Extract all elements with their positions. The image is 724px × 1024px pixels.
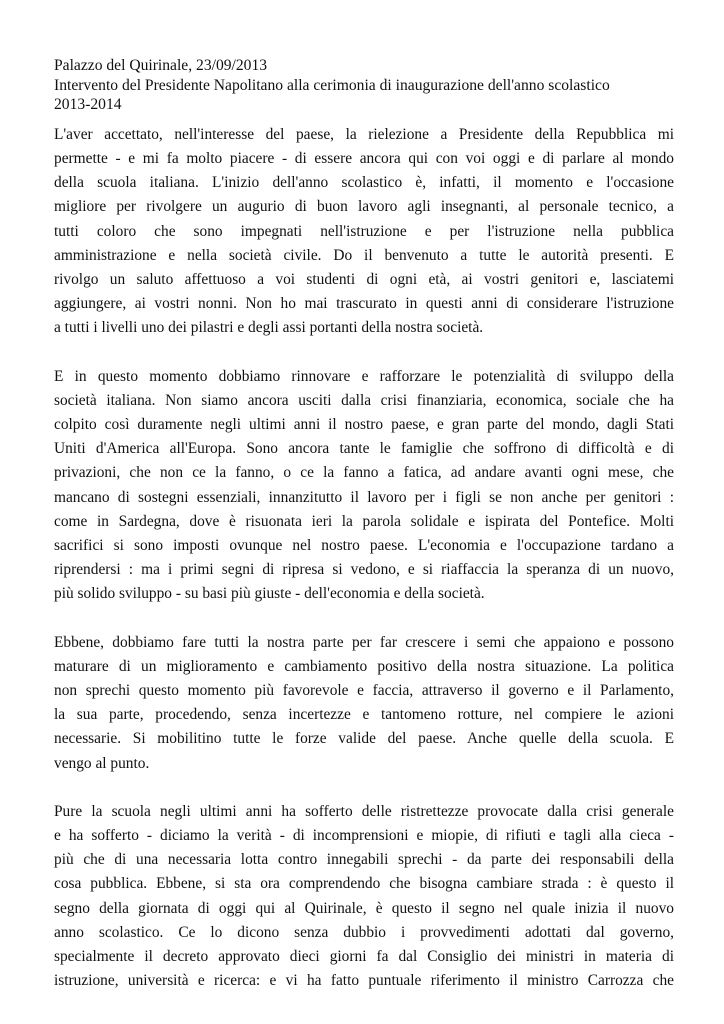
text-line: specialmente il decreto approvato dieci giorni fa dal Consiglio dei ministri in materia di [54, 948, 674, 966]
place-date: Palazzo del Quirinale, 23/09/2013 [54, 57, 268, 74]
text-line: sacrifici si sono imposti ovunque nel nostro paese. L'economia e l'occupazione tardano a [54, 537, 674, 555]
text-line: rivolgo un saluto affettuoso a voi studenti di ogni età, ai vostri genitori e, lasciatemi [54, 271, 674, 288]
text-line: Uniti d'America all'Europa. Sono ancora tante le famiglie che soffrono di difficoltà e di [54, 440, 674, 458]
document-page [54, 56, 674, 1017]
document-header [54, 56, 674, 115]
text-line: L'aver accettato, nell'interesse del paese, la rielezione a Presidente della Repubblica mi [54, 125, 674, 143]
text-line: segno della giornata di oggi qui al Quirinale, è questo il segno nel quale inizia il nuovo [54, 899, 674, 917]
text-line: non sprechi questo momento più favorevole e faccia, attraverso il governo e il Parlamento, [54, 682, 674, 700]
text-line: maturare di un miglioramento e cambiamento positivo della nostra situazione. La politica [54, 657, 674, 675]
text-line: colpito così duramente negli ultimi anni il nostro paese, e gran parte del mondo, dagli Stati [54, 416, 674, 434]
text-line: la sua parte, procedendo, senza incertezze e tantomeno rotture, nel compiere le azioni [54, 706, 674, 724]
text-line: privazioni, che non ce la fanno, o ce la fanno a fatica, ad andare avanti ogni mese, che [54, 464, 674, 482]
text-line: Pure la scuola negli ultimi anni ha sofferto delle ristrettezze provocate dalla crisi generale [54, 802, 674, 820]
text-line: società italiana. Non siamo ancora usciti dalla crisi finanziaria, economica, sociale che ha [54, 391, 674, 409]
speech-body [54, 123, 674, 994]
text-line: come in Sardegna, dove è risuonata ieri la parola solidale e ispirata del Pontefice. Molti [54, 512, 674, 530]
speech-title: Intervento del Presidente Napolitano alla cerimonia di inaugurazione dell'anno scolastico [54, 76, 610, 94]
text-line: migliore per rivolgere un augurio di buon lavoro agli insegnanti, al personale tecnico, a [54, 198, 674, 216]
paragraph-3 [54, 631, 674, 776]
text-line: necessarie. Si mobilitino tutte le forze valide del paese. Anche quelle della scuola. E [54, 730, 674, 748]
text-line: riprendersi : ma i primi segni di ripresa si vedono, e si riaffaccia la speranza di un nuovo, [54, 561, 674, 579]
text-line: più che di una necessaria lotta contro innegabili sprechi - da parte dei responsabili della [54, 851, 674, 869]
text-line: mancano di sostegni essenziali, innanzitutto il lavoro per i figli se non anche per genitori : [54, 488, 674, 506]
text-line: più solido sviluppo - su basi più giuste - dell'economia e della società. [54, 585, 485, 603]
text-line: istruzione, università e ricerca: e vi ha fatto puntuale riferimento il ministro Carrozza che [54, 972, 674, 990]
text-line: della scuola italiana. L'inizio dell'anno scolastico è, infatti, il momento e l'occasione [54, 174, 674, 192]
text-line: E in questo momento dobbiamo rinnovare e rafforzare le potenzialità di sviluppo della [54, 367, 674, 385]
text-line: a tutti i livelli uno dei pilastri e degli assi portanti della nostra società. [54, 319, 484, 337]
text-line: e ha sofferto - diciamo la verità - di incomprensioni e miopie, di rifiuti e tagli alla cieca - [54, 827, 674, 845]
paragraph-4 [54, 800, 674, 994]
text-line: vengo al punto. [54, 754, 150, 772]
text-line: aggiungere, ai vostri nonni. Non ho mai trascurato in questi anni di considerare l'istruzione [54, 295, 674, 313]
text-line: permette - e mi fa molto piacere - di essere ancora qui con voi oggi e di parlare al mondo [54, 149, 674, 167]
text-line: anno scolastico. Ce lo dicono senza dubbio i provvedimenti adottati dal governo, [54, 923, 674, 941]
text-line: cosa pubblica. Ebbene, si sta ora comprendendo che bisogna cambiare strada : è questo il [54, 875, 674, 893]
paragraph-2 [54, 365, 674, 607]
text-line: tutti coloro che sono impegnati nell'istruzione e per l'istruzione nella pubblica [54, 222, 674, 240]
text-line: Ebbene, dobbiamo fare tutti la nostra parte per far crescere i semi che appaiono e possono [54, 633, 674, 651]
paragraph-1 [54, 123, 674, 341]
text-line: amministrazione e nella società civile. Do il benvenuto a tutte le autorità presenti. E [54, 246, 674, 264]
school-year: 2013-2014 [54, 96, 122, 114]
